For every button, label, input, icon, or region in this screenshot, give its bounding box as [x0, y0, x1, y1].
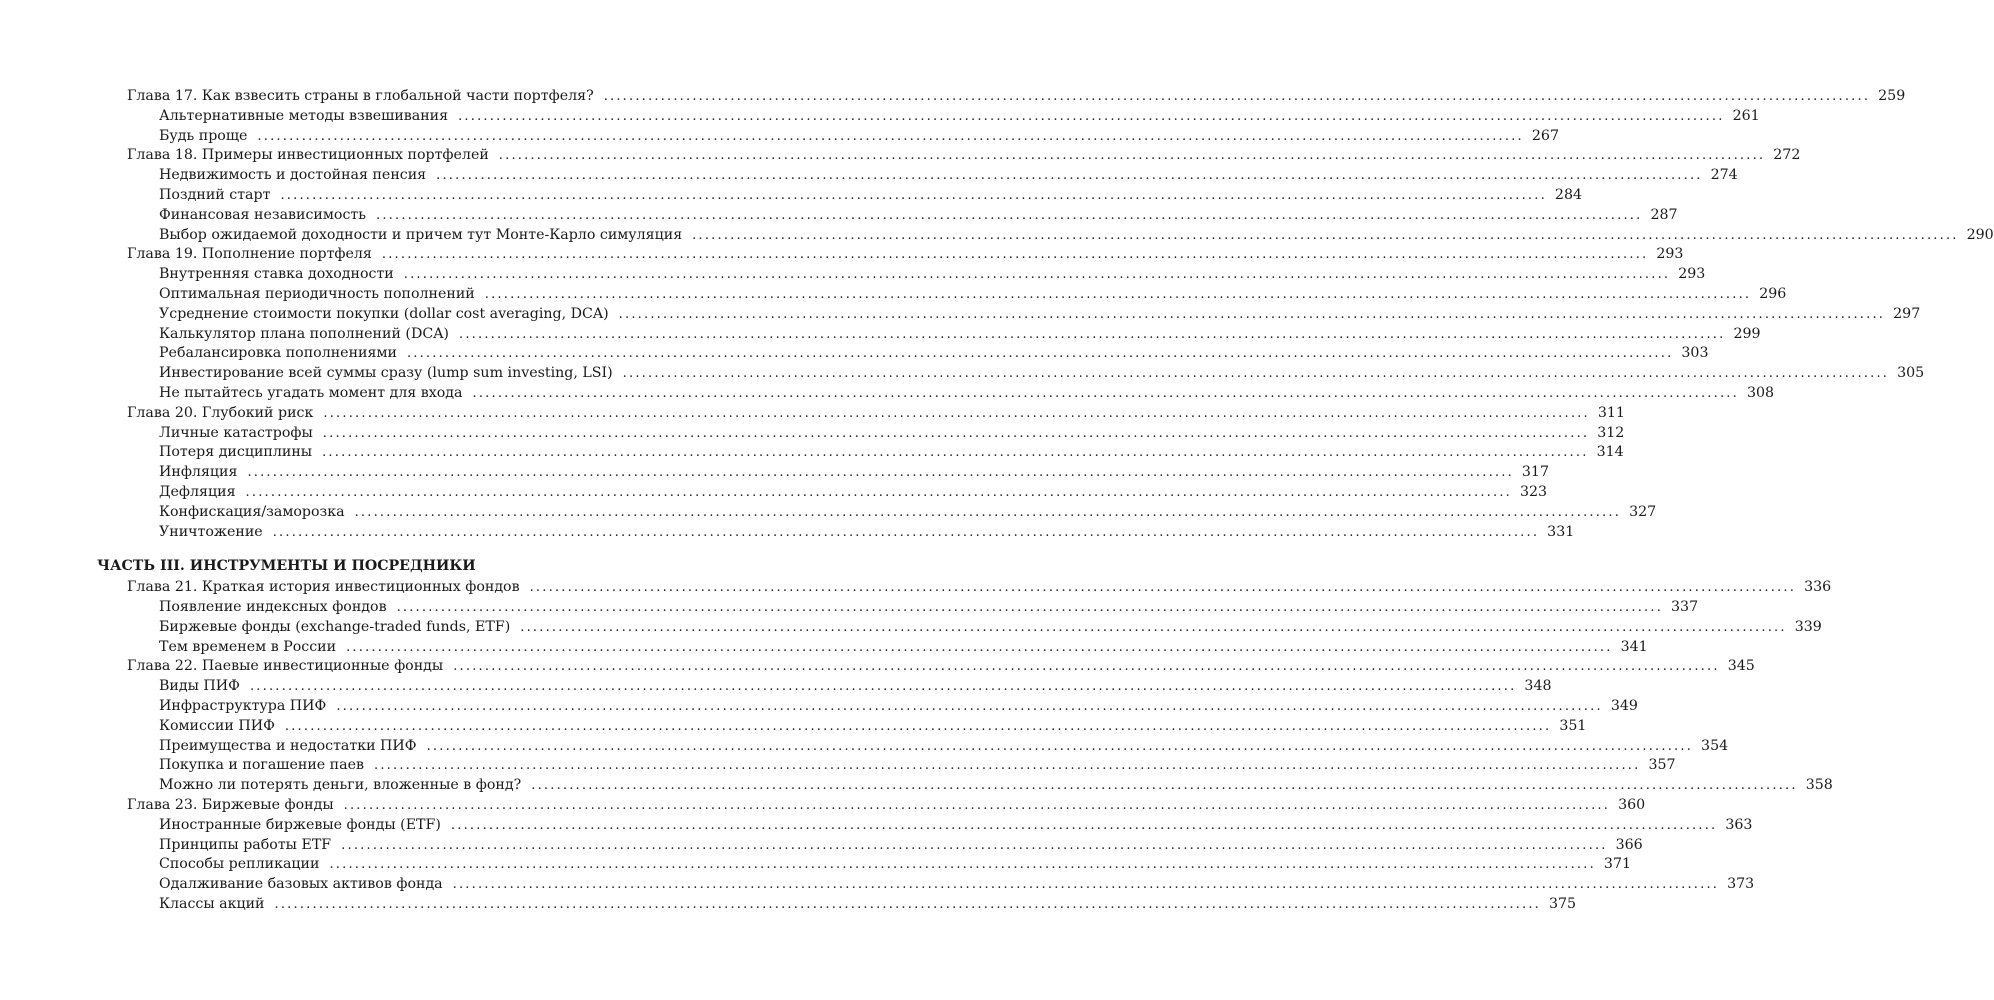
- dot-leader: ........................................................................................................................................................................................................: [406, 346, 1674, 362]
- toc-section-entry[interactable]: [159, 324, 1761, 344]
- dot-leader: ........................................................................................................................................................................................................: [280, 188, 1547, 203]
- section-title: Недвижимость и достойная пенсия: [159, 167, 427, 184]
- toc-section-entry[interactable]: [159, 696, 1638, 716]
- section-title: Инвестирование всей суммы сразу (lump sum investing, LSI): [159, 365, 613, 382]
- page-number: 312: [1597, 424, 1625, 441]
- dot-leader: ........................................................................................................................................................................................................: [603, 89, 1871, 104]
- section-title: Выбор ожидаемой доходности и причем тут Монте-Карло симуляция: [159, 226, 683, 243]
- dot-leader: ........................................................................................................................................................................................................: [453, 659, 1720, 675]
- section-title: Оптимальная периодичность пополнений: [159, 286, 475, 302]
- page-number: 259: [1878, 88, 1906, 104]
- dot-leader: ........................................................................................................................................................................................................: [381, 247, 1649, 263]
- page-number: 272: [1773, 147, 1801, 164]
- dot-leader: ........................................................................................................................................................................................................: [376, 207, 1643, 223]
- page-number: 317: [1521, 464, 1549, 481]
- dot-leader: ........................................................................................................................................................................................................: [472, 386, 1739, 401]
- dot-leader: ........................................................................................................................................................................................................: [426, 738, 1694, 754]
- dot-leader: ........................................................................................................................................................................................................: [373, 758, 1641, 774]
- dot-leader: ........................................................................................................................................................................................................: [484, 287, 1752, 302]
- chapter-title: Глава 18. Примеры инвестиционных портфелей: [127, 147, 489, 164]
- chapter-title: Глава 21. Краткая история инвестиционных фондов: [127, 579, 520, 596]
- page-number: 311: [1597, 404, 1625, 421]
- section-title: Потеря дисциплины: [159, 444, 313, 461]
- section-title: Уничтожение: [159, 523, 263, 540]
- dot-leader: ........................................................................................................................................................................................................: [396, 600, 1664, 615]
- toc-section-entry[interactable]: [159, 284, 1787, 304]
- dot-leader: ........................................................................................................................................................................................................: [343, 798, 1611, 813]
- dot-leader: ........................................................................................................................................................................................................: [341, 837, 1608, 853]
- toc-section-entry[interactable]: [159, 304, 1921, 324]
- dot-leader: ........................................................................................................................................................................................................: [618, 306, 1886, 322]
- page-number: 345: [1727, 658, 1755, 675]
- toc-chapter-entry[interactable]: [127, 145, 1801, 165]
- section-title: Можно ли потерять деньги, вложенные в фонд?: [159, 777, 522, 794]
- toc-section-entry[interactable]: [159, 617, 1822, 637]
- page-number: 373: [1727, 876, 1755, 893]
- page-number: 287: [1650, 206, 1678, 223]
- toc-section-entry[interactable]: [159, 462, 1549, 482]
- dot-leader: ........................................................................................................................................................................................................: [498, 148, 1766, 164]
- section-title: Виды ПИФ: [159, 678, 240, 695]
- toc-section-entry[interactable]: [159, 185, 1583, 205]
- page-number: 375: [1548, 896, 1577, 912]
- chapter-title: Глава 23. Биржевые фонды: [127, 797, 334, 813]
- toc-chapter-entry[interactable]: [127, 795, 1646, 815]
- section-title: Поздний старт: [159, 187, 271, 203]
- page-number: 314: [1596, 444, 1624, 461]
- section-title: Будь проще: [159, 127, 248, 144]
- dot-leader: ........................................................................................................................................................................................................: [450, 817, 1718, 833]
- section-title: Биржевые фонды (exchange-traded funds, ETF): [159, 618, 511, 635]
- section-title: Способы репликации: [159, 856, 320, 873]
- page-number: 293: [1678, 266, 1706, 283]
- section-title: Ребалансировка пополнениями: [159, 345, 397, 362]
- chapter-title: Глава 17. Как взвесить страны в глобальной части портфеля?: [127, 88, 594, 104]
- section-title: Личные катастрофы: [159, 424, 313, 441]
- dot-leader: ........................................................................................................................................................................................................: [274, 897, 1541, 912]
- section-title: Конфискация/заморозка: [159, 503, 345, 520]
- page-number: 290: [1966, 226, 1994, 243]
- section-title: Не пытайтесь угадать момент для входа: [159, 385, 463, 401]
- toc-section-entry[interactable]: [159, 854, 1632, 874]
- section-title: Инфляция: [159, 464, 238, 481]
- dot-leader: ........................................................................................................................................................................................................: [329, 857, 1596, 873]
- toc-section-entry[interactable]: [159, 343, 1709, 363]
- section-title: Комиссии ПИФ: [159, 717, 275, 734]
- toc-section-entry[interactable]: [159, 264, 1706, 284]
- page-number: 284: [1554, 187, 1583, 203]
- page-number: 358: [1805, 777, 1833, 794]
- toc-section-entry[interactable]: [159, 442, 1624, 462]
- page-number: 299: [1733, 325, 1761, 342]
- dot-leader: ........................................................................................................................................................................................................: [323, 405, 1590, 421]
- toc-section-entry[interactable]: [159, 363, 1925, 383]
- toc-section-entry[interactable]: [159, 126, 1559, 146]
- page-number: 296: [1759, 286, 1787, 302]
- dot-leader: ........................................................................................................................................................................................................: [257, 128, 1524, 144]
- part-heading: ЧАСТЬ III. ИНСТРУМЕНТЫ И ПОСРЕДНИКИ: [97, 558, 476, 575]
- dot-leader: ........................................................................................................................................................................................................: [346, 639, 1613, 655]
- page-number: 267: [1531, 127, 1559, 144]
- section-title: Калькулятор плана пополнений (DCA): [159, 325, 449, 342]
- toc-section-entry[interactable]: [159, 597, 1699, 617]
- toc-section-entry[interactable]: [159, 383, 1775, 403]
- dot-leader: ........................................................................................................................................................................................................: [322, 445, 1589, 461]
- page-number: 293: [1656, 246, 1684, 263]
- dot-leader: ........................................................................................................................................................................................................: [452, 877, 1720, 893]
- dot-leader: ........................................................................................................................................................................................................: [245, 485, 1512, 500]
- toc-section-entry[interactable]: [159, 225, 1994, 245]
- toc-section-entry[interactable]: [159, 894, 1577, 914]
- section-title: Альтернативные методы взвешивания: [159, 107, 449, 124]
- toc-section-entry[interactable]: [159, 676, 1552, 696]
- section-title: Классы акций: [159, 896, 265, 912]
- toc-chapter-entry[interactable]: [127, 244, 1684, 264]
- toc-section-entry[interactable]: [159, 423, 1625, 443]
- dot-leader: ........................................................................................................................................................................................................: [458, 108, 1725, 124]
- page-number: 360: [1618, 797, 1646, 813]
- dot-leader: ........................................................................................................................................................................................................: [531, 778, 1798, 794]
- section-title: Инфраструктура ПИФ: [159, 698, 327, 714]
- chapter-title: Глава 19. Пополнение портфеля: [127, 246, 372, 263]
- dot-leader: ........................................................................................................................................................................................................: [322, 425, 1590, 441]
- section-title: Покупка и погашение паев: [159, 757, 364, 774]
- dot-leader: ........................................................................................................................................................................................................: [403, 267, 1671, 283]
- page-number: 331: [1547, 523, 1575, 540]
- page-number: 305: [1897, 365, 1925, 382]
- page-number: 261: [1732, 107, 1760, 124]
- section-title: Иностранные биржевые фонды (ETF): [159, 816, 441, 833]
- page-number: 336: [1804, 579, 1832, 596]
- page-number: 303: [1681, 345, 1709, 362]
- toc-section-entry[interactable]: [159, 736, 1729, 756]
- section-title: Внутренняя ставка доходности: [159, 266, 394, 283]
- page-number: 274: [1710, 167, 1738, 184]
- toc-section-entry[interactable]: [159, 502, 1657, 522]
- page-number: 308: [1746, 385, 1775, 401]
- toc-section-entry[interactable]: [159, 716, 1587, 736]
- page-number: 366: [1615, 836, 1643, 853]
- dot-leader: ........................................................................................................................................................................................................: [458, 326, 1726, 342]
- dot-leader: ........................................................................................................................................................................................................: [247, 465, 1514, 481]
- toc-chapter-entry[interactable]: [127, 86, 1906, 106]
- toc-section-entry[interactable]: [159, 482, 1548, 502]
- dot-leader: ........................................................................................................................................................................................................: [272, 524, 1540, 540]
- dot-leader: ........................................................................................................................................................................................................: [354, 504, 1622, 520]
- chapter-title: Глава 22. Паевые инвестиционные фонды: [127, 658, 444, 675]
- page-number: 323: [1520, 484, 1548, 500]
- page-number: 363: [1725, 816, 1753, 833]
- page-number: 348: [1524, 678, 1552, 695]
- section-title: Дефляция: [159, 484, 236, 500]
- section-title: Усреднение стоимости покупки (dollar cost averaging, DCA): [159, 305, 609, 322]
- page-number: 327: [1629, 503, 1657, 520]
- toc-chapter-entry[interactable]: [127, 656, 1755, 676]
- page-number: 339: [1794, 618, 1822, 635]
- dot-leader: ........................................................................................................................................................................................................: [284, 718, 1552, 734]
- dot-leader: ........................................................................................................................................................................................................: [622, 366, 1890, 382]
- toc-section-entry[interactable]: [159, 755, 1676, 775]
- page-number: 351: [1559, 717, 1587, 734]
- page-number: 341: [1620, 638, 1648, 655]
- section-title: Тем временем в России: [159, 638, 337, 655]
- toc-section-entry[interactable]: [159, 637, 1648, 657]
- toc-chapter-entry[interactable]: [127, 577, 1832, 597]
- toc-section-entry[interactable]: [159, 874, 1755, 894]
- toc-chapter-entry[interactable]: [127, 403, 1625, 423]
- section-title: Появление индексных фондов: [159, 599, 387, 615]
- section-title: Финансовая независимость: [159, 206, 366, 223]
- toc-section-entry[interactable]: [159, 205, 1678, 225]
- toc-section-entry[interactable]: [159, 522, 1575, 542]
- dot-leader: ........................................................................................................................................................................................................: [692, 227, 1959, 243]
- section-title: Принципы работы ETF: [159, 836, 332, 853]
- chapter-title: Глава 20. Глубокий риск: [127, 404, 314, 421]
- toc-section-entry[interactable]: [159, 775, 1833, 795]
- dot-leader: ........................................................................................................................................................................................................: [520, 619, 1787, 635]
- dot-leader: ........................................................................................................................................................................................................: [529, 580, 1797, 596]
- dot-leader: ........................................................................................................................................................................................................: [436, 168, 1703, 184]
- toc-section-entry[interactable]: [159, 106, 1760, 126]
- section-title: Преимущества и недостатки ПИФ: [159, 737, 417, 754]
- page-number: 337: [1671, 599, 1699, 615]
- page-number: 371: [1603, 856, 1632, 873]
- dot-leader: ........................................................................................................................................................................................................: [336, 699, 1603, 714]
- page-number: 357: [1648, 757, 1676, 774]
- section-title: Одалживание базовых активов фонда: [159, 876, 443, 893]
- toc-section-entry[interactable]: [159, 165, 1738, 185]
- page-number: 354: [1701, 737, 1729, 754]
- page-number: 349: [1610, 698, 1638, 714]
- page-number: 297: [1893, 305, 1921, 322]
- dot-leader: ........................................................................................................................................................................................................: [249, 679, 1517, 695]
- toc-section-entry[interactable]: [159, 815, 1753, 835]
- toc-section-entry[interactable]: [159, 835, 1643, 855]
